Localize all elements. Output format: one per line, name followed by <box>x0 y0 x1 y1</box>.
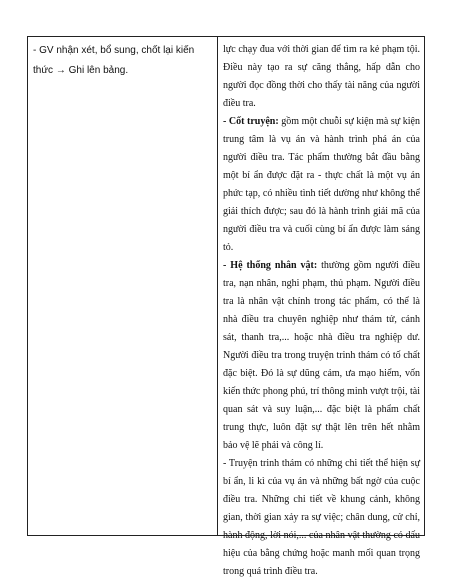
plot-heading: - Cốt truyện: <box>223 116 279 127</box>
teacher-instruction: - GV nhận xét, bổ sung, chốt lại kiến thức <box>33 45 195 76</box>
teacher-activity-cell <box>33 41 213 81</box>
content-table <box>27 36 425 577</box>
paragraph-intro: lực chạy đua với thời gian để tìm ra kẻ phạm tội. Điều này tạo ra sự căng thẳng, hấp dẫn cho người đọc đồng thời cho thấy tài năng của người điều tra. <box>223 44 420 109</box>
column-divider <box>217 37 218 535</box>
paragraph-details: - Truyện trinh thám có những chi tiết thể hiện sự bí ẩn, li kì của vụ án và những bất ngờ của cuộc điều tra. Những chi tiết về khung cảnh, không gian, thời gian xảy ra sự việc; chân dung, cử chỉ, hành động, lời nói,... của nhân vật thường có dấu hiệu của bằng chứng hoặc manh mối quan trọng trong quá trình điều tra. <box>223 458 420 577</box>
characters-heading: - Hệ thống nhân vật: <box>223 260 318 271</box>
paragraph-characters <box>223 257 420 455</box>
paragraph-plot <box>223 113 420 257</box>
arrow-icon: → <box>55 65 66 76</box>
content-cell <box>223 41 420 581</box>
characters-body: thường gồm người điều tra, nạn nhân, nghi phạm, thủ phạm. Người điều tra là nhân vật chính trong tác phẩm, có thể là nhà điều tra chuyên nghiệp như thám tử, cảnh sát, thanh tra,... hoặc nhà điều tra nghiệp dư. Người điều tra trong truyện trinh thám có tố chất đặc biệt. Đó là sự dũng cảm, ưa mạo hiểm, vốn kiến thức phong phú, trí thông minh vượt trội, tài quan sát và suy luận,... đặc biệt là phẩm chất trung thực, luôn đặt sự thật lên trên hết nhằm bảo vệ lẽ phải và công lí. <box>223 260 420 451</box>
plot-body: gồm một chuỗi sự kiện mà sự kiện trung tâm là vụ án và hành trình phá án của người điều tra. Tác phẩm thường bắt đầu bằng một bí ẩn được đặt ra - thực chất là một vụ án phức tạp, có nhiều tình tiết dường như không thể giải thích được; sau đó là hành trình giải mã của người điều tra và cuối cùng bí ẩn được làm sáng tỏ. <box>223 116 420 253</box>
board-note: Ghi lên bảng. <box>68 65 129 76</box>
